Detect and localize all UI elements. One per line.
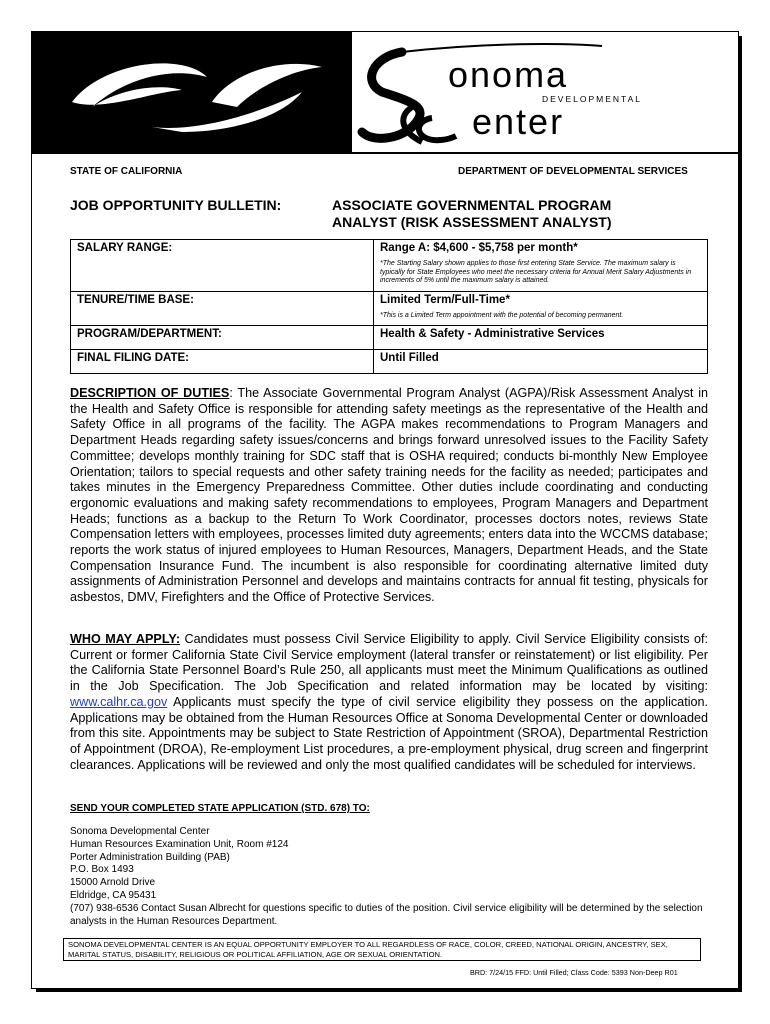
program-value: Health & Safety - Administrative Services [374, 326, 708, 350]
table-row [71, 350, 708, 374]
send-heading-text: SEND YOUR COMPLETED STATE APPLICATION (STD. 678) TO [70, 803, 367, 814]
logo-word-developmental: DEVELOPMENTAL [542, 94, 643, 104]
bulletin-label: JOB OPPORTUNITY BULLETIN: [70, 197, 282, 213]
banner-divider [32, 152, 738, 154]
address-line: Sonoma Developmental Center [70, 826, 210, 837]
address-line: Human Resources Examination Unit, Room #124 [70, 838, 289, 850]
bulletin-footer-codes: BRD: 7/24/15 FFD: Until Filled; Class Code: 5393 Non-Deep R01 [470, 968, 678, 977]
position-title-line2: ANALYST (RISK ASSESSMENT ANALYST) [332, 214, 612, 230]
apply-text-1: Candidates must possess Civil Service Eligibility to apply. Civil Service Eligibility consists of: Current or former California State Civil Service employment (lateral transfer or reinstatement) or list eligibility. Per the California State Personnel Board’s Rule 250, all applicants must meet the Minimum Qualifications as outlined in the Job Specification. The Job Specification and related information may be located by visiting: [70, 632, 708, 694]
address-line: P.O. Box 1493 [70, 864, 134, 876]
state-label: STATE OF CALIFORNIA [70, 166, 183, 177]
salary-range-cell [374, 240, 708, 292]
logo-word-center: enter [472, 101, 565, 142]
address-line: 15000 Arnold Drive [70, 877, 156, 889]
apply-text-2: Applicants must specify the type of civil service eligibility they possess on the application. Applications may be obtained from the Human Resources Office at Sonoma Developmental Center or downloaded from this site. Appointments may be subject to State Restriction of Appointment (SROA), Departmental Restriction of Appointment (DROA), Re-employment List procedures, a pre-employment physical, drug screen and fingerprint clearances. Applications will be reviewed and only the most qualified candidates will be scheduled for interviews. [70, 694, 708, 772]
filing-date-label: FINAL FILING DATE: [71, 350, 374, 374]
address-line: Porter Administration Building (PAB) [70, 851, 230, 863]
table-row [71, 326, 708, 350]
swoosh-logo-icon [32, 32, 352, 152]
apply-heading: WHO MAY APPLY: [70, 632, 181, 646]
send-heading-colon: : [366, 803, 370, 814]
tenure-value: Limited Term/Full-Time* [380, 294, 510, 306]
department-label: DEPARTMENT OF DEVELOPMENTAL SERVICES [458, 166, 688, 177]
salary-note: *The Starting Salary shown applies to those first entering State Service. The maximum salary is typically for State Employees who meet the necessary criteria for Annual Merit Salary Adjustments in increments of 5% until the maximum salary is attained. [380, 260, 692, 285]
duties-text: : The Associate Governmental Program Analyst (AGPA)/Risk Assessment Analyst in the Health and Safety Office is responsible for attending safety meetings as the representative of the Health and Safety Office in all programs of the facility. The AGPA makes recommendations to Program Managers and Department Heads regarding safety issues/concerns and brings forward unresolved issues to the Facility Safety Committee; develops monthly training for SDC staff that is OSHA required; conducts bi-monthly New Employee Orientation; tailors to special requests and other safety training needs for the facility as needed; participates and takes minutes in the Emergency Preparedness Committee. Other duties include coordinating and conducting ergonomic evaluations and making safety recommendations to employees, Program Managers and Department Heads; functions as a backup to the Return To Work Coordinator, processes doctors notes, reviews State Compensation letters with employees, processes limited duty agreements; enters data into the WCCMS database; reports the work status of injured employees to Human Resources, Managers, Department Heads, and the State Compensation Insurance Fund. The incumbent is also responsible for coordinating alternative limited duty assignments of Administration Personnel and develops and maintains contracts for annual fit testing, physicals for asbestos, DMV, Firefighters and the Office of Protective Services. [70, 386, 708, 605]
frame-shadow-bottom [36, 989, 742, 992]
tenure-note: *This is a Limited Term appointment with the potential of becoming permanent. [380, 312, 624, 319]
address-line: Eldridge, CA 95431 [70, 889, 157, 901]
program-label: PROGRAM/DEPARTMENT: [71, 326, 374, 350]
tenure-label: TENURE/TIME BASE: [71, 292, 374, 326]
tenure-cell [374, 292, 708, 326]
header-banner [32, 32, 738, 152]
salary-range-label: SALARY RANGE: [71, 240, 374, 292]
job-info-table [70, 239, 708, 374]
duties-heading: DESCRIPTION OF DUTIES [70, 386, 230, 400]
filing-date-value: Until Filled [374, 350, 708, 374]
table-row [71, 240, 708, 292]
calhr-link[interactable]: www.calhr.ca.gov [70, 694, 168, 709]
logo-word-sonoma: onoma [448, 54, 569, 95]
duties-paragraph [70, 386, 708, 606]
send-application-heading [70, 803, 370, 814]
position-title-line1: ASSOCIATE GOVERNMENTAL PROGRAM [332, 197, 612, 213]
apply-paragraph [70, 632, 708, 773]
mailing-address [70, 826, 708, 928]
eeo-statement: SONOMA DEVELOPMENTAL CENTER IS AN EQUAL OPPORTUNITY EMPLOYER TO ALL REGARDLESS OF RACE, COLOR, CREED, NATIONAL ORIGIN, ANCESTRY, SEX, MARITAL STATUS, DISABILITY, RELIGIOUS OR POLITICAL AFFILIATION, AGE OR SEXUAL ORIENTATION. [63, 938, 701, 961]
salary-range-value: Range A: $4,600 - $5,758 per month* [380, 242, 578, 254]
banner-logo-panel [352, 32, 738, 152]
contact-line: (707) 938-6536 Contact Susan Albrecht for questions specific to duties of the position. Civil service eligibility will be determined by the selection analysts in the Human Resources Department. [70, 902, 703, 927]
banner-black-panel [32, 32, 352, 152]
sonoma-center-logo-icon [352, 32, 738, 152]
table-row [71, 292, 708, 326]
frame-shadow-right [739, 36, 742, 991]
